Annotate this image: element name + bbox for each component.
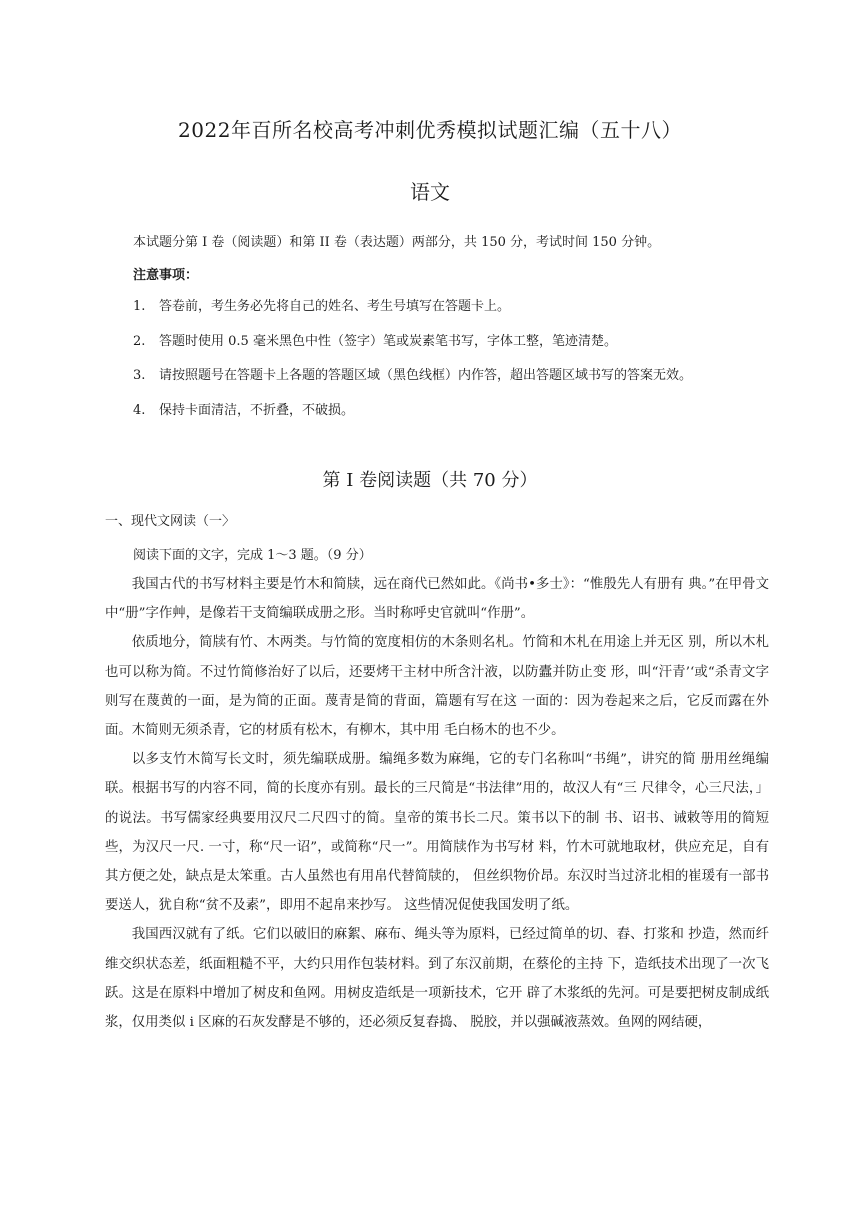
- notice-number: 4.: [133, 402, 146, 418]
- question-instruction: 阅读下面的文字，完成 1～3 题。（9 分）: [133, 548, 372, 563]
- exam-intro: 本试题分第 I 卷（阅读题）和第 II 卷（表达题）两部分，共 150 分，考试时间 150 分钟。: [133, 235, 661, 250]
- notice-item: [133, 402, 793, 437]
- reading-passage: [105, 570, 769, 1037]
- notice-number: 3.: [133, 368, 146, 383]
- notice-item: [133, 298, 793, 333]
- part-heading: 一、现代文网读（一〉: [105, 514, 236, 529]
- notice-number: 2.: [133, 333, 146, 349]
- notice-number: 1.: [133, 299, 146, 314]
- notice-text: 答卷前，考生务必先将自己的姓名、考生号填写在答题卡上。: [159, 299, 511, 314]
- passage-paragraph: 我国西汉就有了纸。它们以破旧的麻絮、麻布、绳头等为原料，已经过简单的切、舂、打浆和 抄造，然而纤维交织状态差，纸面粗糙不平，大约只用作包装材料。到了东汉前期，在蔡伦的主持 下，造纸技术出现了一次飞跃。这是在原料中增加了树皮和鱼网。用树皮造纸是一项新技术，它开 辟了木浆纸的先河。可是要把树皮制成纸浆，仅用类似 i 区麻的石灰发酵是不够的，还必须反复舂捣、 脱胶，并以强碱液蒸效。鱼网的网结硬，: [105, 927, 769, 1031]
- notice-list: [133, 298, 793, 436]
- notice-text: 保持卡面清洁，不折叠，不破损。: [159, 402, 355, 418]
- notice-text: 请按照题号在答题卡上各题的答题区域（黑色线框）内作答，超出答题区域书写的答案无效。: [159, 368, 693, 383]
- subject-heading: 语文: [410, 180, 450, 204]
- notice-heading: 注意事项：: [133, 268, 199, 283]
- document-title: 2022年百所名校高考冲刺优秀模拟试题汇编（五十八）: [178, 118, 682, 142]
- passage-paragraph: 依质地分，简牍有竹、木两类。与竹简的宽度相仿的木条则名札。竹简和木札在用途上并无区 别，所以木札也可以称为简。不过竹简修治好了以后，还要烤干主材中所含汁液，以防蠹并防止变 形，叫“汗青’‘或“杀青文字则写在蔑黄的一面，是为简的正面。蔑青是简的背面，篇题有写在这 一面的：因为卷起来之后，它反而露在外面。木简则无须杀青，它的材质有松木，有柳木，其中用 毛白杨木的也不少。: [105, 635, 769, 739]
- notice-text: 答题时使用 0.5 毫米黑色中性（签字）笔或炭素笔书写，字体工整，笔迹清楚。: [159, 333, 617, 349]
- notice-item: [133, 333, 793, 368]
- passage-paragraph: 我国古代的书写材料主要是竹木和简牍，远在商代已然如此。《尚书•多士》：“惟殷先人有册有 典。”在甲骨文中“册”字作艸，是像若干支简编联成册之形。当时称呼史官就叫“作册”。: [105, 577, 769, 622]
- notice-item: [133, 367, 793, 402]
- passage-paragraph: 以多支竹木简写长文时，须先编联成册。编绳多数为麻绳，它的专门名称叫“书绳”，讲究的简 册用丝绳编联。根据书写的内容不同，简的长度亦有别。最长的三尺简是“书法律”用的，故汉人有“三 尺律令，心三尺法，」的说法。书写儒家经典要用汉尺二尺四寸的简。皇帝的策书长二尺。策书以下的制 书、诏书、诫敕等用的简短些，为汉尺一尺. 一寸，称“尺一诏”，或简称“尺一”。用简牍作为书写材 料，竹木可就地取材，供应充足，自有其方便之处，缺点是太笨重。古人虽然也有用帛代替简牍的， 但丝织物价昂。东汉时当过济北相的崔瑗有一部书要送人，犹自称“贫不及素”，即用不起帛来抄写。 这些情况促使我国发明了纸。: [105, 752, 769, 914]
- section-title: 第 I 卷阅读题（共 70 分）: [322, 470, 538, 491]
